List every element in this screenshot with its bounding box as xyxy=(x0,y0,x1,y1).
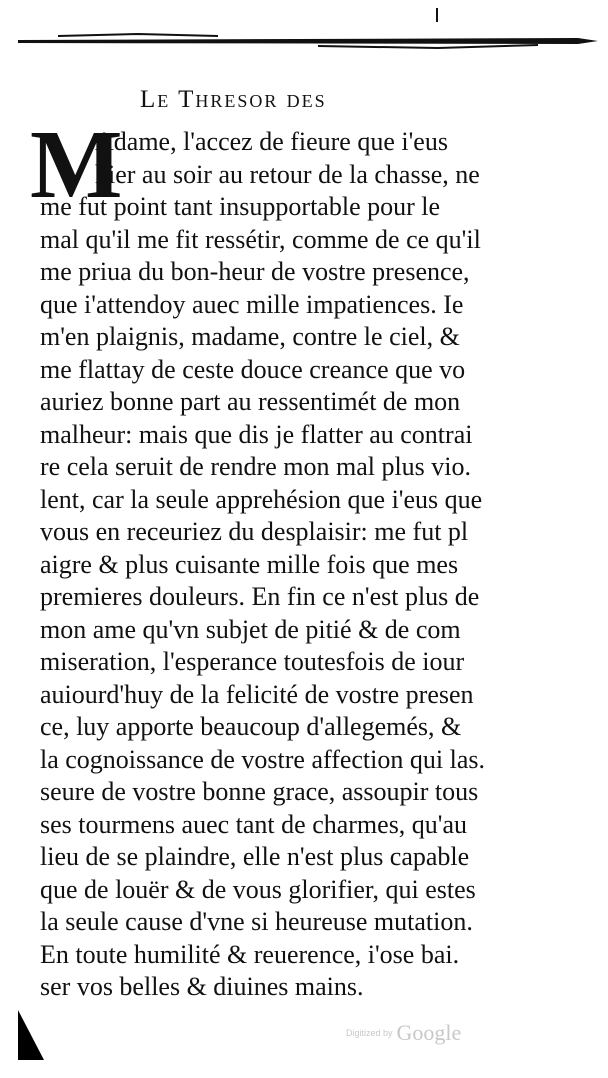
text-line: me flattay de ceste douce creance que vo xyxy=(40,354,466,384)
text-line: que de louër & de vous glorifier, qui estes xyxy=(40,874,476,904)
text-line: me priua du bon-heur de vostre presence, xyxy=(40,257,470,286)
text-line: ses tourmens auec tant de charmes, qu'au xyxy=(40,809,468,839)
text-line: auiourd'huy de la felicité de vostre presen xyxy=(40,679,474,709)
text-line: re cela seruit de rendre mon mal plus vio. xyxy=(40,452,472,481)
text-line: m'en plaignis, madame, contre le ciel, & xyxy=(40,322,460,351)
text-line: miseration, l'esperance toutesfois de iour xyxy=(40,647,465,676)
drop-cap: M xyxy=(30,111,123,219)
text-line: malheur: mais que dis je flatter au contrai xyxy=(40,419,473,449)
text-line: auriez bonne part au ressentimét de mon xyxy=(40,387,461,416)
text-line: hier au soir au retour de la chasse, ne xyxy=(95,159,480,189)
text-line: lieu de se plaindre, elle n'est plus capable xyxy=(40,842,470,871)
running-header: Le Thresor des xyxy=(140,86,327,113)
text-line: ce, luy apporte beaucoup d'allegemés, & xyxy=(40,712,462,741)
text-line: aigre & plus cuisante mille fois que mes xyxy=(40,549,459,579)
text-line: En toute humilité & reuerence, i'ose bai. xyxy=(40,939,460,969)
text-line: mon ame qu'vn subjet de pitié & de com xyxy=(40,614,461,644)
text-line: la seule cause d'vne si heureuse mutation. xyxy=(40,907,473,936)
google-logo: Google xyxy=(396,1020,462,1045)
text-line: seure de vostre bonne grace, assoupir tous xyxy=(40,777,479,806)
text-line: lent, car la seule apprehésion que i'eus que xyxy=(40,484,483,514)
text-line: que i'attendoy auec mille impatiences. Ie xyxy=(40,289,464,319)
text-line: la cognoissance de vostre affection qui las. xyxy=(40,744,485,774)
text-line: premieres douleurs. En fin ce n'est plus de xyxy=(40,582,480,611)
text-line: me fut point tant insupportable pour le xyxy=(40,192,441,221)
digitized-watermark xyxy=(346,1020,461,1046)
page-edge-mark xyxy=(436,8,438,22)
text-line: Adame, l'accez de fieure que i'eus xyxy=(95,127,448,156)
text-line: mal qu'il me fit ressétir, comme de ce qu'il xyxy=(40,224,481,254)
ornamental-rule xyxy=(18,30,598,52)
text-line: ser vos belles & diuines mains. xyxy=(40,972,364,1001)
text-line: vous en receuriez du desplaisir: me fut pl xyxy=(40,517,469,546)
watermark-prefix: Digitized by xyxy=(346,1028,393,1038)
page-corner-mark xyxy=(18,1010,44,1060)
letter-text xyxy=(40,126,585,1004)
